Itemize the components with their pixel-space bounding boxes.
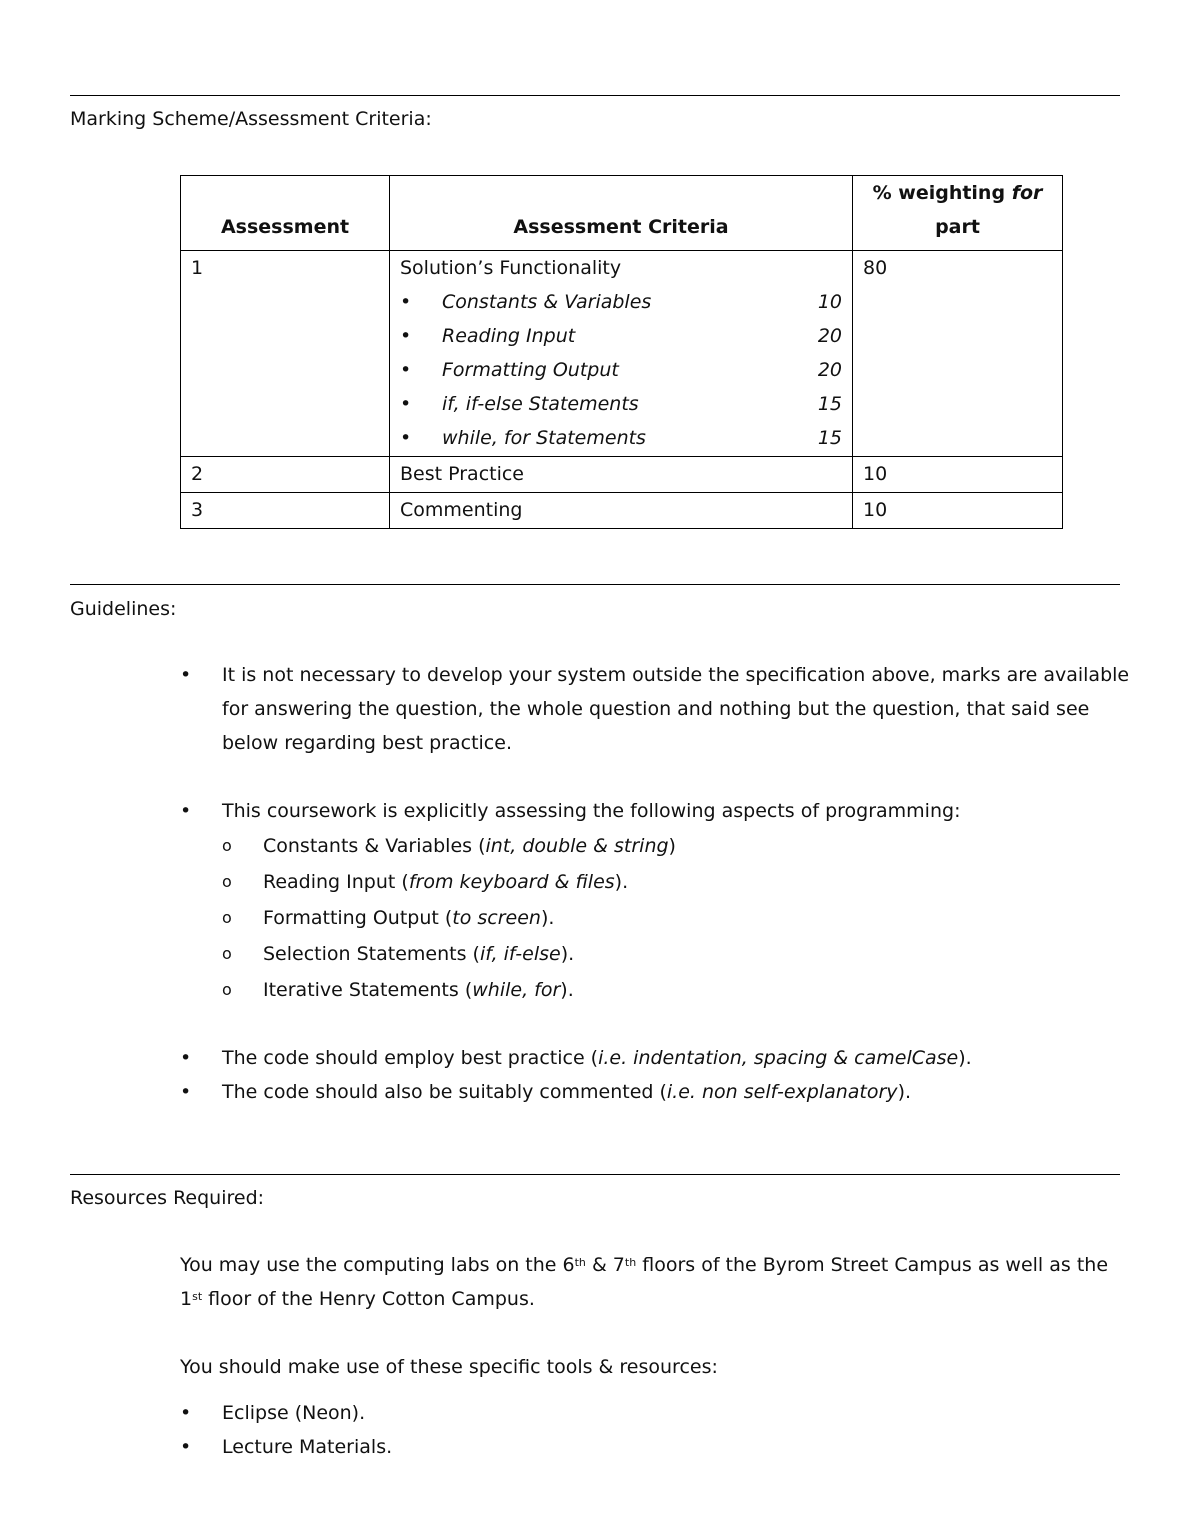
criteria-cell: [390, 251, 853, 457]
circle-bullet-icon: o: [222, 944, 232, 963]
criteria-item: • Constants & Variables 10: [400, 285, 842, 319]
table-row: [181, 493, 1063, 529]
aspects-list: [180, 794, 1130, 1008]
guidelines-heading: Guidelines:: [70, 598, 177, 620]
bullet-icon: •: [400, 427, 412, 449]
list-item: • It is not necessary to develop your system outside the specification above, marks are available for answering the question, the whole question and nothing but the question, that said see below regarding best practice.: [180, 658, 1130, 760]
bullet-icon: •: [180, 664, 192, 686]
table-row: [181, 457, 1063, 493]
table-row: [181, 251, 1063, 457]
assessment-id: 2: [181, 457, 390, 493]
circle-bullet-icon: o: [222, 908, 232, 927]
circle-bullet-icon: o: [222, 836, 232, 855]
bullet-icon: •: [180, 1436, 192, 1458]
circle-bullet-icon: o: [222, 980, 232, 999]
resources-heading: Resources Required:: [70, 1187, 265, 1209]
practice-list: [180, 1041, 1130, 1109]
list-item: • Lecture Materials.: [180, 1430, 1130, 1464]
circle-bullet-icon: o: [222, 872, 232, 891]
bullet-icon: •: [180, 1081, 192, 1103]
bullet-icon: •: [180, 800, 192, 822]
bullet-icon: •: [400, 291, 412, 313]
weighting-value: 10: [853, 457, 1063, 493]
assessment-table: [180, 175, 1063, 529]
list-item: • This coursework is explicitly assessing the following aspects of programming:: [180, 794, 1130, 828]
marking-heading: Marking Scheme/Assessment Criteria:: [70, 108, 432, 130]
col-header-criteria: Assessment Criteria: [390, 176, 853, 251]
bullet-icon: •: [180, 1047, 192, 1069]
guidelines-rule: [70, 584, 1120, 585]
criteria-title: Solution’s Functionality: [400, 257, 622, 279]
criteria-title: Commenting: [390, 493, 853, 529]
top-rule: [70, 95, 1120, 96]
labs-paragraph: You may use the computing labs on the 6th & 7th floors of the Byrom Street Campus as well as the 1st floor of the Henry Cotton Campus.: [180, 1254, 1109, 1310]
weighting-value: 10: [853, 493, 1063, 529]
resources-rule: [70, 1174, 1120, 1175]
aspect-item: o Constants & Variables (int, double & string): [180, 828, 1130, 864]
assessment-id: 1: [181, 251, 390, 457]
guidelines-list: [180, 658, 1130, 760]
aspect-item: o Iterative Statements (while, for).: [180, 972, 1130, 1008]
criteria-item: • Reading Input 20: [400, 319, 842, 353]
tools-intro: You should make use of these specific tools & resources:: [180, 1356, 718, 1378]
assessment-id: 3: [181, 493, 390, 529]
criteria-item: • Formatting Output 20: [400, 353, 842, 387]
criteria-title: Best Practice: [390, 457, 853, 493]
col-header-assessment: Assessment: [181, 176, 390, 251]
tools-list: [180, 1396, 1130, 1464]
aspect-item: o Formatting Output (to screen).: [180, 900, 1130, 936]
list-item: • The code should employ best practice (i.e. indentation, spacing & camelCase).: [180, 1041, 1130, 1075]
aspect-item: o Reading Input (from keyboard & files).: [180, 864, 1130, 900]
list-item: • The code should also be suitably commented (i.e. non self-explanatory).: [180, 1075, 1130, 1109]
aspect-item: o Selection Statements (if, if-else).: [180, 936, 1130, 972]
bullet-icon: •: [180, 1402, 192, 1424]
list-item: • Eclipse (Neon).: [180, 1396, 1130, 1430]
bullet-icon: •: [400, 359, 412, 381]
weighting-value: 80: [853, 251, 1063, 457]
col-header-weighting: % weighting for part: [853, 176, 1063, 251]
bullet-icon: •: [400, 325, 412, 347]
criteria-item: • if, if-else Statements 15: [400, 387, 842, 421]
table-header-row: [181, 176, 1063, 251]
criteria-item: • while, for Statements 15: [400, 421, 842, 455]
bullet-icon: •: [400, 393, 412, 415]
